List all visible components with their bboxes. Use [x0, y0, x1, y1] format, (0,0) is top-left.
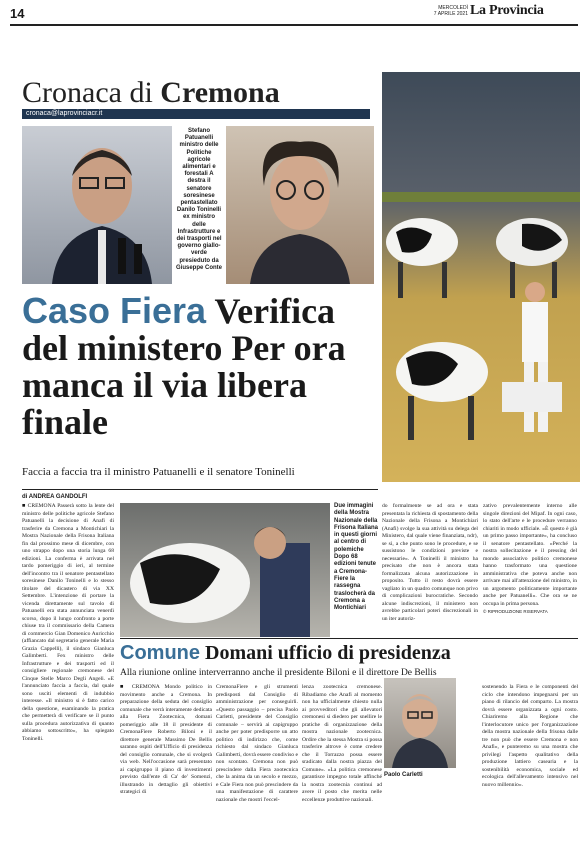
photo-frisona-show: [382, 72, 580, 482]
section-title: [22, 76, 280, 110]
issue-day: MERCOLEDÌ: [438, 5, 468, 11]
article-byline: di ANDREA GANDOLFI: [22, 494, 88, 500]
photo-caption-top: Stefano Patuanelli ministro delle Politiche agricole alimentari e forestali A destra il senatore soresinese pentastellato Danilo Toninelli ex ministro delle Infrastrutture e dei trasporti nel governo giallo-verde presieduto da Giuseppe Conte: [176, 128, 223, 271]
second-headline: [120, 642, 451, 665]
article2-column-4: sostenendo la Fiera e le componenti del ciclo che intendono impegnarsi per un piano di rilancio del comparto. La mostra dovrà essere organizzata a ogni costo. Chiariremo alla Regione che l'interlocutore unico per l'organizzazione della mostra nazionale della frisona dalle tre non può che essere Cremona e non Anafi», e punteremo su una mostra che privilegi l'aspetto qualitativo della produzione lattiero casearia e la sostenibilità economica, sociale ed ecologica dell'allevamento intensivo nel nuovo millennio».: [482, 684, 578, 788]
page-number: 14: [10, 6, 25, 21]
section-email-link[interactable]: cronaca@laprovinciacr.it: [26, 110, 103, 117]
photo-patuanelli: [22, 126, 172, 284]
headline-text: Verifica del ministero Per ora manca il via libera finale: [22, 291, 346, 442]
article2-top-rule: [120, 638, 578, 639]
article2-column-3: lenza zootecnica cremonese. Ribadiamo che Anafi al momento non ha ufficialmente chiesto nulla ai provveditori che gli allevatori cremonesi si diedero per snellire le pratiche di organizzazione della mostra nazionale zootecnica. Ordire che la stessa Mostra si possa trasferire altrove è come credere che il Torrazzo possa essere sradicato dalla nostra piazza del Comune». «La politica cremonese garantisce impegno totale affinché la nostra zootecnia continui ad avere il posto che merita nelle eccellenze produttive nazionali.: [302, 684, 382, 803]
article1-column-3: do formalmente se ad ora e stata presentata la richiesta di spostamento della Nazionale della Frisona a Montichiari (Anafi) svolge la sua attività su delega del Ministero, dal quale viene finanziata, ndr), se sì, a che punto sono le procedure, e se sussistono le condizioni previste e necessarie». A Toninelli il ministro ha precisato che non è ancora stata formalizzata alcuna autorizzazione in proposito. Tutto il resto dovrà essere vagliato in un quadro comunque non privo di complicazioni burocratiche. Secondo alcune indiscrezioni, il ministero non avrebbe particolari poteri discrezionali in un iter autoriz-: [382, 503, 478, 622]
issue-date: [424, 5, 468, 17]
subhead-rule: [22, 489, 378, 490]
second-headline-text: Domani ufficio di presidenza: [205, 642, 451, 664]
headline-kicker: Caso Fiera: [22, 290, 207, 331]
photo-cow-and-breeder: [120, 503, 330, 637]
section-title-prefix: Cronaca di: [22, 76, 153, 109]
article1-column-4: [483, 503, 577, 615]
photo-caption-side: Due immagini della Mostra Nazionale della Frisona Italiana in questi giorni al centro di polemiche Dopo 68 edizioni tenute a Cremona-Fiere la rassegna traslocherà da Cremona a Montichiari: [334, 503, 379, 612]
second-headline-kicker: Comune: [120, 642, 200, 664]
article2-column-2: CremonaFiere e gli strumenti predisposti dal Consiglio di amministrazione per conseguirli. «Questo passaggio – precisa Paolo Carletti, presidente del Consiglio comunale – servirà ai capigruppo anche per poter predisporre un atto politico di indirizzo che, come richiesto dal sindaco Gianluca Galimberti, dovrà essere condiviso e non scontato. Cremona non può prescindere dalla Fiera zootecnica che la anima da un secolo e mezzo, e Cale Fiera non può prescindere da una manifestazione di carattere nazionale che mostri l'eccel-: [216, 684, 298, 803]
article1-column-1: ■ CREMONA Passerà sotto la lente del ministro delle politiche agricole Stefano Patuanelli la decisione di Anafi di trasferire da Cremona a Montichiari la Mostra Nazionale della Frisona Italiana fin dal prossimo mese di dicembre, con uno strappo dopo una storia lunga 68 edizioni. La conferma è arrivata nel tardo pomeriggio di ieri, al termine dell'incontro tra il senatore pentastellato soresinese Danilo Toninelli e lo stesso titolare del dicastero di via XX Settembre. L'intenzione di portare la vicenda direttamente sul tavolo di Patuanelli era stata annunciata venerdì scorso, dopo il lungo confronto a porte chiuse tra il commissario della Camera di commercio Gian Domenico Auricchio (affiancato dal segretario generale Maria Grazia Cappelli), il sindaco Gianluca Galimberti. Fex ministro delle Infrastrutture e dei trasporti ed il consigliere regionale cremonese del Cinque Stelle Marco Degli Angeli. «E l'annunciato faccia a faccia, dal quale sono usciti elementi di indubbio interesse. «Il ministro si è fatto carico della questione, esaminando la pratica che permetterà di verificare se il punto sulla procedura autorizzativa di quanto abbiamo sottoscritto», ha spiegato Toninelli.: [22, 503, 114, 742]
article1-column-4-text: zativo prevalentemente interno alle singole direzioni del Mipaf. In ogni caso, lo stato dell'arte e le procedure verranno chiariti in modo ufficiale. «È questo è già un primo passo importante», ha concluso il senatore pentastellato. «Perché la nostra sollecitazione e il pressing del mondo associativo politico cremonese hanno trasformato una questione amministrativa che poteva anche non arrivare mai all'attenzione del ministro, in un argomento politicamente importante anche per Patuanelli». Che ora se ne occupa in prima persona.: [483, 503, 577, 607]
photo-name-carletti: Paolo Carletti: [384, 772, 423, 778]
section-title-city: Cremona: [160, 76, 280, 109]
header-rule: [10, 24, 578, 26]
photo-toninelli: [226, 126, 374, 284]
main-subheadline: Faccia a faccia tra il ministro Patuanelli e il senatore Toninelli: [22, 466, 295, 478]
second-subheadline: Alla riunione online interverranno anche il presidente Biloni e il direttore De Bellis: [120, 668, 437, 678]
newspaper-masthead: La Provincia: [470, 3, 544, 18]
copyright-signoff: © RIPRODUZIONE RISERVATA: [483, 609, 548, 614]
issue-date-value: 7 APRILE 2021: [433, 11, 468, 17]
article2-column-1: ■ CREMONA Mondo politico in movimento anche a Cremona. In preparazione della seduta del consiglio comunale che verrà interamente dedicata alla Fiera Zootecnica, domani pomeriggio alle 18 il presidente di CremonaFiere Roberto Biloni e il direttore generale Massimo De Bellis saranno ospiti dell'Ufficio di presidenza del consiglio comunale, che si svolgerà via web. Nell'occasione sarà presentato ai capigruppo il piano di investimenti previsto dall'ente di Ca' de' Somenzi, illustrando in dettaglio gli obiettivi strategici di: [120, 684, 212, 795]
main-headline: [22, 292, 382, 441]
photo-paolo-carletti: [384, 678, 456, 768]
